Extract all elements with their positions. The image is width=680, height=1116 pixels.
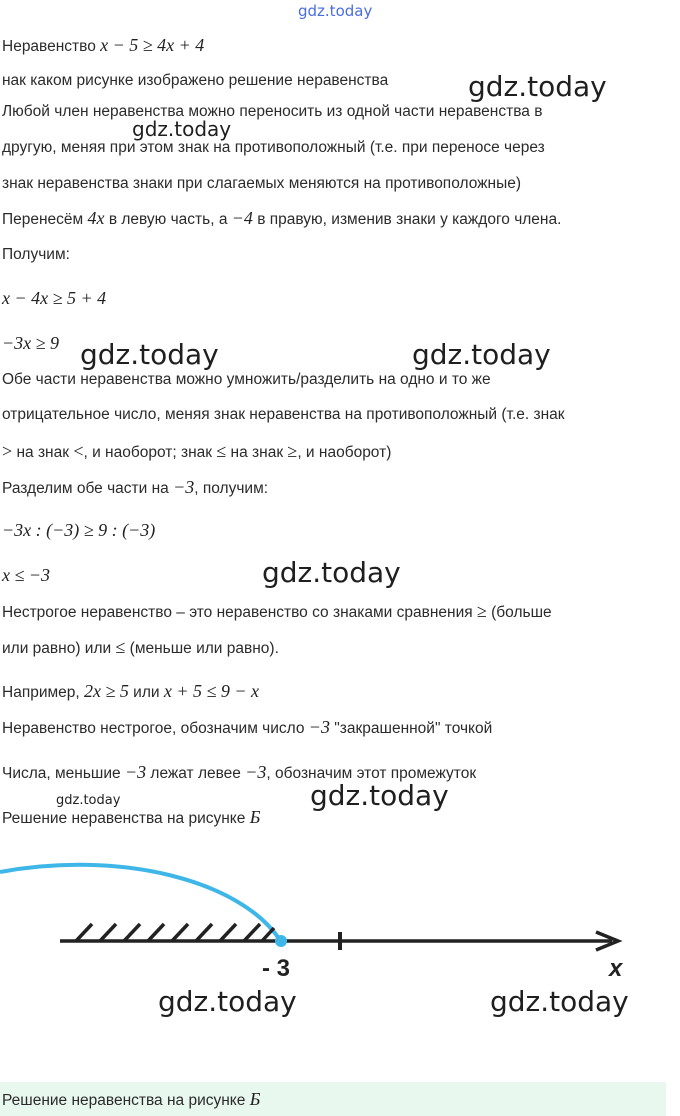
math: 4x: [87, 208, 105, 228]
definition-line-2: [2, 637, 279, 659]
text: на знак: [226, 444, 288, 461]
math: −3x : (−3) ≥ 9 : (−3): [2, 520, 156, 540]
text: лежат левее: [146, 765, 246, 782]
math: x − 5 ≥ 4x + 4: [100, 35, 205, 55]
text: отрицательное число, меняя знак неравенства на противоположный (т.е. знак: [2, 406, 565, 423]
rule2-line-3: [2, 441, 391, 463]
axis-label: x: [609, 955, 623, 982]
point-label: - 3: [262, 955, 291, 982]
text: , обозначим этот промежуток: [266, 765, 477, 782]
text: Решение неравенства на рисунке: [2, 1092, 250, 1109]
text: Неравенство: [2, 38, 101, 55]
math: x − 4x ≥ 5 + 4: [2, 288, 107, 308]
watermark: gdz.today: [80, 338, 219, 371]
text: или равно) или: [2, 640, 116, 657]
watermark-small: gdz.today: [56, 793, 121, 808]
transfer-line: [2, 208, 561, 230]
text: Обе части неравенства можно умножить/разделить на одно и то же: [2, 371, 491, 388]
math: x + 5 ≤ 9 − x: [163, 681, 260, 701]
text: в левую часть, а: [104, 211, 232, 228]
math: −3: [308, 717, 330, 737]
text: другую, меняя при этом знак на противоположный (т.е. при переносе через: [2, 139, 545, 156]
text: Числа, меньшие: [2, 765, 125, 782]
result-label: [2, 245, 70, 265]
text: Решение неравенства на рисунке: [2, 810, 250, 827]
step-4: [2, 565, 50, 587]
watermark: gdz.today: [262, 556, 401, 589]
text: Любой член неравенства можно переносить из одной части неравенства в: [2, 103, 543, 120]
text: , и наоборот; знак: [83, 444, 217, 461]
math: ≤: [216, 441, 227, 461]
solution-arc: [0, 865, 280, 940]
number-line-figure: [0, 860, 680, 1020]
watermark: gdz.today: [468, 70, 607, 103]
watermark-top: gdz.today: [298, 2, 373, 20]
watermark: gdz.today: [310, 779, 449, 812]
watermark: gdz.today: [132, 117, 232, 141]
math: −3: [124, 762, 147, 782]
math: −3: [173, 477, 195, 497]
text: (больше: [486, 604, 552, 621]
text: (меньше или равно).: [125, 640, 279, 657]
math: <: [73, 441, 84, 461]
interval-line: [2, 762, 476, 784]
watermark: gdz.today: [490, 985, 629, 1018]
answer-text: [2, 1089, 260, 1110]
math: Б: [249, 1089, 261, 1109]
text: Неравенство нестрогое, обозначим число: [2, 720, 309, 737]
inequality-statement: [2, 35, 204, 57]
text: , получим:: [194, 480, 269, 497]
conclusion-line: [2, 807, 260, 829]
rule-line-2: [2, 138, 545, 158]
text: Перенесём: [2, 211, 88, 228]
example-line: [2, 681, 259, 703]
math: ≥: [476, 601, 487, 621]
text: , и наоборот): [297, 444, 392, 461]
text: Нестрогое неравенство – это неравенство со знаками сравнения: [2, 604, 477, 621]
text: Разделим обе части на: [2, 480, 174, 497]
step-2: [2, 333, 59, 355]
math: >: [2, 441, 13, 461]
text: знак неравенства знаки при слагаемых меняются на противоположные): [2, 175, 522, 192]
filled-point: [275, 935, 287, 947]
hatching: [76, 924, 274, 941]
step-3: [2, 520, 155, 542]
divide-line: [2, 477, 268, 499]
math: −3x ≥ 9: [2, 333, 60, 353]
rule2-line-2: [2, 405, 565, 425]
math: −3: [245, 762, 267, 782]
math: −4: [231, 208, 253, 228]
rule2-line-1: [2, 370, 491, 390]
answer-box: [0, 1082, 666, 1116]
watermark: gdz.today: [158, 985, 297, 1018]
text: Получим:: [2, 246, 70, 263]
point-line: [2, 717, 492, 739]
question-line: [2, 71, 388, 91]
text: в правую, изменив знаки у каждого члена.: [252, 211, 562, 228]
math: x ≤ −3: [2, 565, 51, 585]
step-1: [2, 288, 106, 310]
text: "закрашенной" точкой: [329, 720, 493, 737]
math: ≥: [287, 441, 298, 461]
text: Например,: [2, 684, 84, 701]
text: или: [128, 684, 164, 701]
rule-line-1: [2, 102, 542, 122]
watermark: gdz.today: [412, 338, 551, 371]
text: на знак: [12, 444, 74, 461]
definition-line-1: [2, 601, 552, 623]
math: ≤: [115, 637, 126, 657]
rule-line-3: [2, 174, 521, 194]
text: нак каком рисунке изображено решение неравенства: [2, 72, 389, 89]
math: 2x ≥ 5: [84, 681, 129, 701]
math: Б: [249, 807, 261, 827]
